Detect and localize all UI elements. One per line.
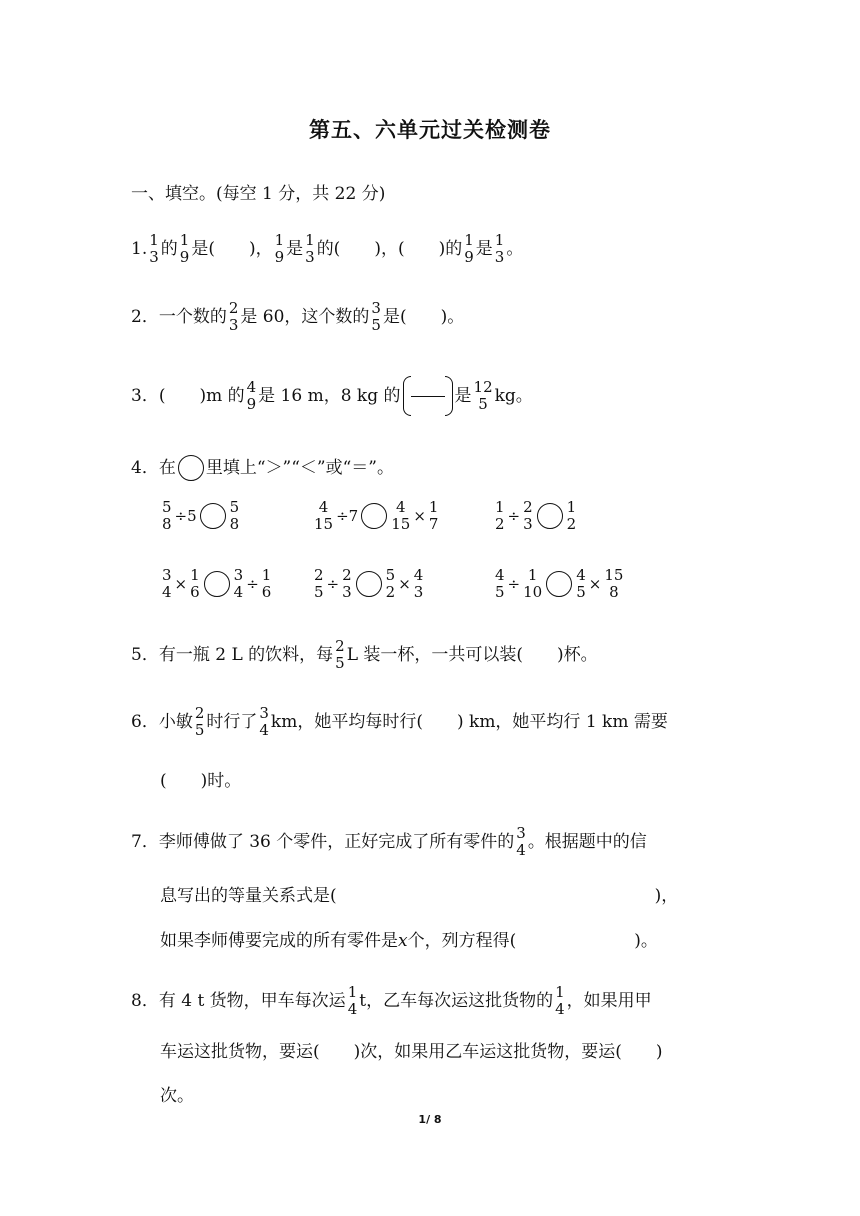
compare-circle[interactable] <box>200 503 226 529</box>
q5-blank[interactable]: L 装一杯，一共可以装( )杯。 <box>346 645 598 665</box>
question-2: 2．一个数的 2 3 是 60，这个数的 3 5 是( )。 <box>131 299 465 334</box>
fraction: 1 3 <box>494 231 505 266</box>
fraction: 3 4 <box>516 824 526 859</box>
fraction: 1 4 <box>555 983 565 1018</box>
fraction: 1 4 <box>347 983 358 1018</box>
fraction: 1 3 <box>305 231 315 266</box>
fraction: 1 9 <box>274 231 285 266</box>
question-4: 4．在 里填上“＞”“＜”或“＝”。 <box>131 455 394 481</box>
fraction: 1 3 <box>149 231 159 266</box>
circle-icon <box>178 455 204 481</box>
section-heading <box>131 183 385 205</box>
q2-blank[interactable]: 是( )。 <box>382 307 465 327</box>
question-7: 7．李师傅做了 36 个零件，正好完成了所有零件的 3 4 。根据题中的信 <box>131 824 647 859</box>
fraction: 1 9 <box>464 231 474 266</box>
question-7-line-2: 息写出的等量关系式是( )， <box>160 886 679 906</box>
compare-item: 5 8 ÷5 5 8 <box>162 498 240 533</box>
compare-circle[interactable] <box>204 571 230 597</box>
fraction: 2 3 <box>228 299 239 334</box>
fraction: 3 4 <box>259 704 269 739</box>
question-7-line-3: 如果李师傅要完成的所有零件是 x 个，列方程得( )。 <box>160 931 658 951</box>
q6-blank-2[interactable]: ( )时。 <box>160 771 242 791</box>
fraction: 12 5 <box>473 378 493 413</box>
fraction: 1 9 <box>179 231 190 266</box>
question-8-line-2 <box>160 1041 663 1063</box>
page-title: 第五、六单元过关检测卷 <box>309 118 551 142</box>
compare-circle[interactable] <box>356 571 382 597</box>
compare-item: 2 5 ÷ 2 3 5 2 × 4 3 <box>314 566 424 601</box>
question-6-line-2 <box>160 770 241 792</box>
page-number: 1/ 8 <box>418 1113 442 1126</box>
q1-blank-2[interactable]: 的( )，( )的 <box>316 239 463 259</box>
fraction: 2 5 <box>194 704 205 739</box>
q6-blank-1[interactable]: km，她平均每时行( ) km，她平均行 1 km 需要 <box>270 712 668 732</box>
question-8-line-3: 次。 <box>160 1086 194 1106</box>
compare-circle[interactable] <box>537 503 563 529</box>
compare-item: 3 4 × 1 6 3 4 ÷ 1 6 <box>162 566 272 601</box>
fraction: 4 9 <box>246 378 257 413</box>
q8-blanks[interactable]: 车运这批货物，要运( )次，如果用乙车运这批货物，要运( ) <box>160 1042 663 1062</box>
fraction: 2 5 <box>335 637 345 672</box>
question-5: 5．有一瓶 2 L 的饮料，每 2 5 L 装一杯，一共可以装( )杯。 <box>131 637 598 672</box>
section-heading-text: 一、填空。(每空 1 分，共 22 分) <box>131 184 386 204</box>
compare-item: 4 15 ÷7 4 15 × 1 7 <box>314 498 439 533</box>
fraction: 3 5 <box>371 299 381 334</box>
fraction-blank-box[interactable] <box>403 374 453 418</box>
q1-blank-1[interactable]: 是( )， <box>191 239 273 259</box>
question-3: 3．( )m 的 4 9 是 16 m，8 kg 的 是 12 5 kg。 <box>131 374 533 418</box>
compare-item: 4 5 ÷ 1 10 4 5 × 15 8 <box>495 566 624 601</box>
question-1: 1. 1 3 的 1 9 是( )， 1 9 是 1 3 的( )，( )的 1 9 是 1 3 。 <box>131 231 524 266</box>
question-6: 6．小敏 2 5 时行了 3 4 km，她平均每时行( ) km，她平均行 1 km 需要 <box>131 704 668 739</box>
q1-number: 1. <box>131 239 148 259</box>
compare-circle[interactable] <box>361 503 387 529</box>
compare-circle[interactable] <box>546 571 572 597</box>
q3-blank-1[interactable]: 3．( )m 的 <box>131 386 245 406</box>
compare-item: 1 2 ÷ 2 3 1 2 <box>495 498 577 533</box>
question-8: 8．有 4 t 货物，甲车每次运 1 4 t，乙车每次运这批货物的 1 4 ，如果用甲 <box>131 983 652 1018</box>
